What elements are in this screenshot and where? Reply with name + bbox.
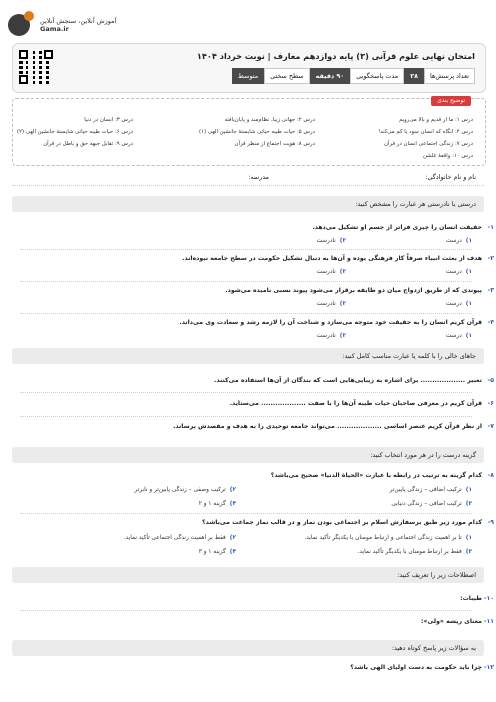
question-7: ۷- از نظر قرآن کریم عنصر اساسی ................... می‌تواند جامعه توحیدی را به هدف و مقصدش برساند.: [173, 423, 494, 430]
question-9: ۹- کدام مورد زیر طبق برسفارش اسلام بر اجتماعی بودن نماز و در قالب نماز جماعت می‌باشد؟: [202, 519, 494, 526]
option-1[interactable]: ۱)تا بر اهمیت زندگی اجتماعی و ارتباط مومنان با یکدیگر تأکید نماید.: [304, 535, 472, 541]
question-3: ۳- پیوندی که از طریق ازدواج میان دو طایفه برقرار می‌شود پیوند نسبی نامیده می‌شود.: [225, 287, 494, 294]
option-1[interactable]: ۱)ترکیب اضافی – زندگی پایین‌تر: [389, 487, 472, 493]
question-8: ۸- کدام گزینه به ترتیب در رابطه با عبارت «الحیاة الدنیا» صحیح می‌باشد؟: [270, 472, 494, 479]
topic-item: درس ۳: انسان در دنیا: [84, 117, 133, 123]
section-multiple-choice: گزینه درست را در هر مورد انتخاب کنید:: [12, 447, 484, 463]
question-6: ۶- قرآن کریم در معرفی صاحبان حیات طیبه آن‌ها را با صفت ................... می‌ستاید.: [229, 400, 494, 407]
section-short-answer: به سؤالات زیر پاسخ کوتاه دهید:: [12, 640, 484, 656]
question-12: ۱۲- چرا باید حکومت به دست اولیای الهی باشد؟: [350, 664, 494, 671]
option-2[interactable]: ۲)نادرست: [316, 333, 346, 339]
exam-title: امتحان نهایی علوم قرآنی (۳) پایه دوازدهم معارف | نوبت خرداد ۱۴۰۴: [196, 51, 475, 61]
topic-item: درس ۵: حیات طیبه حیاتی شایستهٔ جانشین الهی (۱): [199, 129, 315, 135]
section-true-false: درستی یا نادرستی هر عبارت را مشخص کنید:: [12, 196, 484, 212]
exam-stats: [232, 68, 475, 84]
option-3[interactable]: ۳)فقط بر ارتباط مومنان با یکدیگر تأکید نماید.: [357, 549, 472, 555]
question-10: ۱۰- طیبات:: [460, 595, 494, 602]
topic-item: درس ۶: حیات طیبه حیاتی شایستهٔ جانشین الهی (۲): [17, 129, 133, 135]
gama-logo-icon: [8, 14, 30, 36]
stat-difficulty-label: سطح سختی: [264, 68, 310, 84]
option-1[interactable]: ۱)درست: [445, 301, 472, 307]
option-2[interactable]: ۲)ترکیب وصفی – زندگی پایین‌تر و نابرتر: [134, 487, 236, 493]
option-1[interactable]: ۱)درست: [445, 269, 472, 275]
stat-questions-label: تعداد پرسش‌ها: [424, 68, 475, 84]
brand-site: Gama.ir: [40, 25, 69, 33]
brand-tagline: آموزش آنلاین، سنجش آنلاین: [40, 17, 117, 25]
student-name-label: نام و نام خانوادگی:: [425, 173, 476, 181]
option-2[interactable]: ۲)نادرست: [316, 269, 346, 275]
option-4[interactable]: ۴)گزینه ۱ و ۳: [198, 549, 236, 555]
topic-item: درس ۱۰: واقعهٔ غلشن: [422, 153, 473, 159]
stat-difficulty-value: متوسط: [232, 68, 264, 84]
topic-item: درس ۹: تقابل جبهه حق و باطل در قرآن: [43, 141, 133, 147]
option-2[interactable]: ۲)نادرست: [316, 238, 346, 244]
topics-tag: توضیح بندی: [431, 96, 471, 106]
question-11: ۱۱- معنای ریشه «ولی»:: [421, 618, 494, 625]
stat-duration-value: ۹۰ دقیقه: [310, 68, 351, 84]
topic-item: درس ۷: زندگی اجتماعی انسان در قرآن: [384, 141, 473, 147]
option-2[interactable]: ۲)فقط بر اهمیت زندگی اجتماعی تأکید نماید.: [123, 535, 236, 541]
option-1[interactable]: ۱)درست: [445, 238, 472, 244]
exam-header: [12, 43, 486, 93]
option-1[interactable]: ۱)درست: [445, 333, 472, 339]
topic-item: درس ۱: ما از قدیم و بالا می‌رویم: [399, 117, 473, 123]
topic-item: درس ۲: جهانی زیبا، نظام‌مند و پایان‌یافته: [224, 117, 315, 123]
section-fill-blanks: جاهای خالی را با کلمه یا عبارت مناسب کامل کنید:: [12, 348, 484, 364]
option-3[interactable]: ۳)ترکیب اضافی – زندگی دنیایی: [391, 501, 472, 507]
topic-item: درس ۸: هویت اجتماع از منظر قرآن: [234, 141, 315, 147]
option-4[interactable]: ۴)گزینه ۱ و ۲: [198, 501, 236, 507]
question-1: ۱- حقیقت انسان را چیزی فراتر از جسم او تشکیل می‌دهد.: [312, 224, 494, 231]
stat-duration-label: مدت پاسخگویی: [350, 68, 404, 84]
stat-questions-value: ۲۸: [404, 68, 424, 84]
student-school-label: مدرسه:: [248, 173, 269, 181]
topic-item: درس ۴: انگاه که انسان سود یا کم می‌کند!: [378, 129, 473, 135]
option-2[interactable]: ۲)نادرست: [316, 301, 346, 307]
question-4: ۴- قرآن کریم انسان را به حقیقت خود متوجه می‌سازد و شناخت آن را لازمه رشد و سعادت وی می‌داند.: [179, 319, 494, 326]
brand-logo[interactable]: [8, 9, 158, 41]
question-5: ۵- تعبیر ................... برای اشاره به زیبایی‌هایی است که بندگان از آن‌ها استفاده می‌کنند.: [214, 377, 494, 384]
topics-box: [12, 98, 486, 166]
question-2: ۲- هدف از بعثت انبیاء صرفاً کار فرهنگی بوده و آن‌ها به دنبال تشکیل حکومت در سطح جامعه نبوده‌اند.: [182, 255, 494, 262]
student-info: [12, 167, 484, 186]
section-definitions: اصطلاحات زیر را تعریف کنید:: [12, 567, 484, 583]
